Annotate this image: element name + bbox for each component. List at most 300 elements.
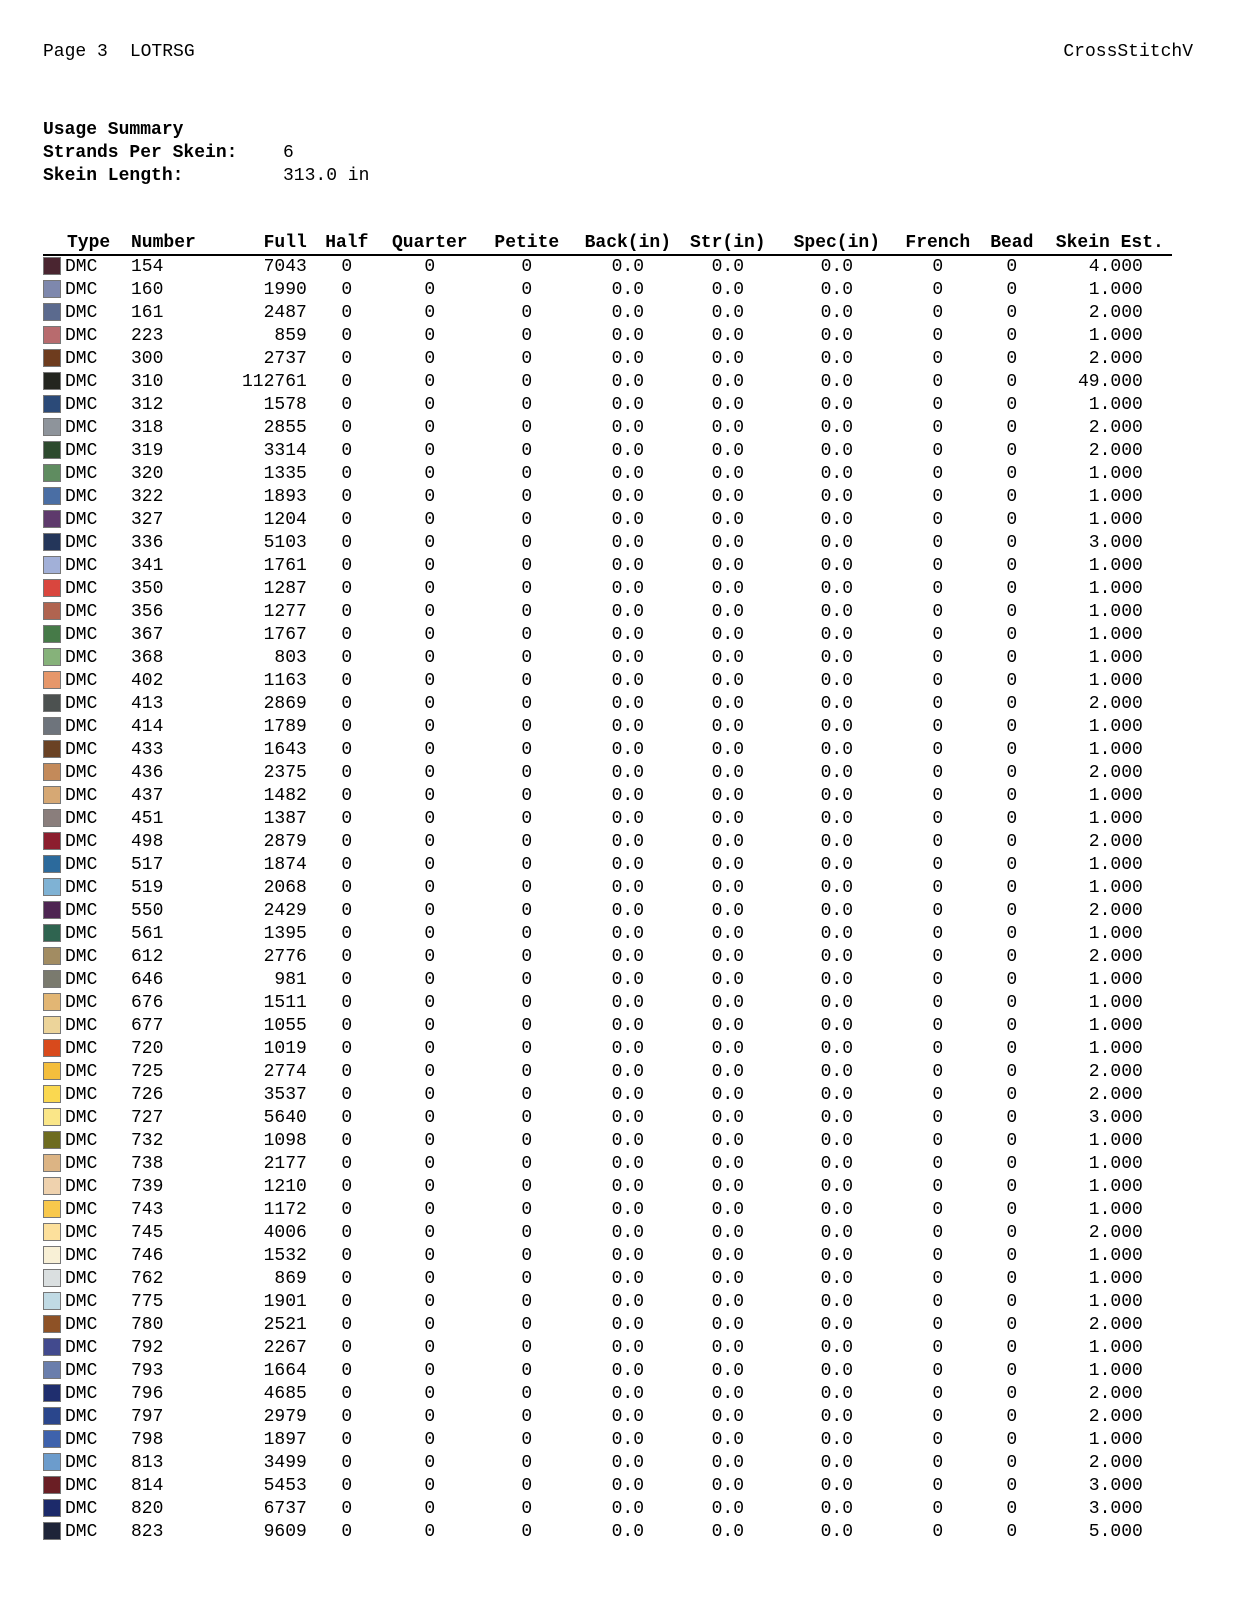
back-length: 0.0 — [611, 441, 645, 461]
str-length: 0.0 — [711, 809, 745, 829]
str-length: 0.0 — [711, 303, 745, 323]
spec-length: 0.0 — [820, 1407, 854, 1427]
header-str: Str(in) — [675, 232, 781, 255]
summary-title: Usage Summary — [43, 120, 184, 140]
swatch-cell — [43, 1061, 65, 1084]
table-row — [43, 601, 1172, 624]
bead-count: 0 — [1006, 1430, 1018, 1450]
full-count: 1990 — [263, 280, 307, 300]
back-length: 0.0 — [611, 1453, 645, 1473]
french-count: 0 — [932, 510, 944, 530]
spec-length: 0.0 — [820, 671, 854, 691]
header-back: Back(in) — [581, 232, 675, 255]
quarter-count: 0 — [424, 809, 436, 829]
table-row — [43, 532, 1172, 555]
half-count: 0 — [341, 579, 353, 599]
table-row — [43, 1498, 1172, 1521]
french-count: 0 — [932, 740, 944, 760]
spec-length: 0.0 — [820, 579, 854, 599]
thread-type: DMC — [65, 510, 98, 530]
table-row — [43, 808, 1172, 831]
color-swatch — [43, 1315, 61, 1333]
back-length: 0.0 — [611, 878, 645, 898]
str-length: 0.0 — [711, 556, 745, 576]
back-length: 0.0 — [611, 464, 645, 484]
petite-count: 0 — [521, 280, 533, 300]
table-row — [43, 1475, 1172, 1498]
swatch-cell — [43, 1383, 65, 1406]
str-length: 0.0 — [711, 349, 745, 369]
full-count: 869 — [274, 1269, 307, 1289]
skein-estimate: 2.000 — [1088, 349, 1143, 369]
swatch-cell — [43, 578, 65, 601]
app-name: CrossStitchV — [1063, 42, 1193, 62]
color-swatch — [43, 1200, 61, 1218]
back-length: 0.0 — [611, 717, 645, 737]
str-length: 0.0 — [711, 1269, 745, 1289]
back-length: 0.0 — [611, 947, 645, 967]
bead-count: 0 — [1006, 1453, 1018, 1473]
str-length: 0.0 — [711, 257, 745, 277]
french-count: 0 — [932, 464, 944, 484]
back-length: 0.0 — [611, 1269, 645, 1289]
full-count: 2521 — [263, 1315, 307, 1335]
french-count: 0 — [932, 1223, 944, 1243]
swatch-cell — [43, 279, 65, 302]
skein-estimate: 1.000 — [1088, 464, 1143, 484]
color-swatch — [43, 579, 61, 597]
thread-number: 720 — [131, 1039, 164, 1059]
french-count: 0 — [932, 303, 944, 323]
thread-number: 433 — [131, 740, 164, 760]
petite-count: 0 — [521, 1177, 533, 1197]
usage-table — [43, 232, 1172, 1544]
skein-estimate: 2.000 — [1088, 1315, 1143, 1335]
str-length: 0.0 — [711, 533, 745, 553]
skein-estimate: 1.000 — [1088, 1292, 1143, 1312]
thread-type: DMC — [65, 487, 98, 507]
thread-number: 402 — [131, 671, 164, 691]
thread-type: DMC — [65, 349, 98, 369]
petite-count: 0 — [521, 947, 533, 967]
spec-length: 0.0 — [820, 602, 854, 622]
table-row — [43, 693, 1172, 716]
bead-count: 0 — [1006, 901, 1018, 921]
back-length: 0.0 — [611, 855, 645, 875]
thread-type: DMC — [65, 1269, 98, 1289]
spec-length: 0.0 — [820, 1177, 854, 1197]
str-length: 0.0 — [711, 1407, 745, 1427]
french-count: 0 — [932, 395, 944, 415]
half-count: 0 — [341, 1476, 353, 1496]
full-count: 2267 — [263, 1338, 307, 1358]
full-count: 1395 — [263, 924, 307, 944]
thread-number: 160 — [131, 280, 164, 300]
thread-number: 318 — [131, 418, 164, 438]
quarter-count: 0 — [424, 1246, 436, 1266]
thread-type: DMC — [65, 1522, 98, 1542]
full-count: 3314 — [263, 441, 307, 461]
back-length: 0.0 — [611, 1016, 645, 1036]
bead-count: 0 — [1006, 303, 1018, 323]
table-row — [43, 1383, 1172, 1406]
quarter-count: 0 — [424, 878, 436, 898]
thread-type: DMC — [65, 372, 98, 392]
petite-count: 0 — [521, 1338, 533, 1358]
thread-number: 550 — [131, 901, 164, 921]
skein-estimate: 1.000 — [1088, 625, 1143, 645]
swatch-cell — [43, 1153, 65, 1176]
bead-count: 0 — [1006, 464, 1018, 484]
thread-number: 498 — [131, 832, 164, 852]
half-count: 0 — [341, 1085, 353, 1105]
table-row — [43, 900, 1172, 923]
thread-type: DMC — [65, 1315, 98, 1335]
thread-type: DMC — [65, 625, 98, 645]
bead-count: 0 — [1006, 855, 1018, 875]
thread-number: 612 — [131, 947, 164, 967]
str-length: 0.0 — [711, 1039, 745, 1059]
strands-value: 6 — [283, 143, 294, 163]
page-header-left — [43, 42, 195, 62]
skein-estimate: 2.000 — [1088, 694, 1143, 714]
petite-count: 0 — [521, 648, 533, 668]
bead-count: 0 — [1006, 1499, 1018, 1519]
thread-number: 161 — [131, 303, 164, 323]
half-count: 0 — [341, 1246, 353, 1266]
table-row — [43, 1176, 1172, 1199]
skein-estimate: 1.000 — [1088, 1016, 1143, 1036]
half-count: 0 — [341, 1430, 353, 1450]
back-length: 0.0 — [611, 579, 645, 599]
full-count: 1287 — [263, 579, 307, 599]
thread-number: 451 — [131, 809, 164, 829]
thread-type: DMC — [65, 1177, 98, 1197]
bead-count: 0 — [1006, 1269, 1018, 1289]
half-count: 0 — [341, 372, 353, 392]
half-count: 0 — [341, 648, 353, 668]
french-count: 0 — [932, 1384, 944, 1404]
petite-count: 0 — [521, 1246, 533, 1266]
skein-estimate: 49.000 — [1078, 372, 1143, 392]
quarter-count: 0 — [424, 832, 436, 852]
spec-length: 0.0 — [820, 1269, 854, 1289]
thread-number: 312 — [131, 395, 164, 415]
half-count: 0 — [341, 349, 353, 369]
skein-estimate: 1.000 — [1088, 579, 1143, 599]
bead-count: 0 — [1006, 1338, 1018, 1358]
quarter-count: 0 — [424, 579, 436, 599]
half-count: 0 — [341, 1154, 353, 1174]
full-count: 981 — [274, 970, 307, 990]
bead-count: 0 — [1006, 1522, 1018, 1542]
spec-length: 0.0 — [820, 993, 854, 1013]
skein-estimate: 1.000 — [1088, 671, 1143, 691]
thread-number: 796 — [131, 1384, 164, 1404]
quarter-count: 0 — [424, 1269, 436, 1289]
bead-count: 0 — [1006, 257, 1018, 277]
header-type: Type — [67, 233, 111, 253]
petite-count: 0 — [521, 1476, 533, 1496]
table-row — [43, 670, 1172, 693]
str-length: 0.0 — [711, 947, 745, 967]
spec-length: 0.0 — [820, 1085, 854, 1105]
full-count: 1277 — [263, 602, 307, 622]
half-count: 0 — [341, 1200, 353, 1220]
quarter-count: 0 — [424, 648, 436, 668]
petite-count: 0 — [521, 763, 533, 783]
bead-count: 0 — [1006, 1384, 1018, 1404]
swatch-cell — [43, 394, 65, 417]
str-length: 0.0 — [711, 970, 745, 990]
thread-number: 677 — [131, 1016, 164, 1036]
quarter-count: 0 — [424, 901, 436, 921]
swatch-cell — [43, 831, 65, 854]
swatch-cell — [43, 486, 65, 509]
french-count: 0 — [932, 717, 944, 737]
full-count: 1874 — [263, 855, 307, 875]
table-row — [43, 1337, 1172, 1360]
skein-estimate: 1.000 — [1088, 510, 1143, 530]
swatch-cell — [43, 348, 65, 371]
spec-length: 0.0 — [820, 464, 854, 484]
color-swatch — [43, 372, 61, 390]
half-count: 0 — [341, 763, 353, 783]
back-length: 0.0 — [611, 395, 645, 415]
full-count: 1901 — [263, 1292, 307, 1312]
quarter-count: 0 — [424, 1016, 436, 1036]
str-length: 0.0 — [711, 1361, 745, 1381]
half-count: 0 — [341, 993, 353, 1013]
bead-count: 0 — [1006, 1315, 1018, 1335]
table-row — [43, 1153, 1172, 1176]
petite-count: 0 — [521, 1292, 533, 1312]
spec-length: 0.0 — [820, 625, 854, 645]
table-row — [43, 1314, 1172, 1337]
spec-length: 0.0 — [820, 418, 854, 438]
french-count: 0 — [932, 1430, 944, 1450]
french-count: 0 — [932, 1292, 944, 1312]
bead-count: 0 — [1006, 763, 1018, 783]
petite-count: 0 — [521, 326, 533, 346]
petite-count: 0 — [521, 1200, 533, 1220]
full-count: 6737 — [263, 1499, 307, 1519]
thread-type: DMC — [65, 1407, 98, 1427]
full-count: 2487 — [263, 303, 307, 323]
thread-number: 823 — [131, 1522, 164, 1542]
french-count: 0 — [932, 1338, 944, 1358]
full-count: 5640 — [263, 1108, 307, 1128]
color-swatch — [43, 1039, 61, 1057]
back-length: 0.0 — [611, 832, 645, 852]
swatch-cell — [43, 302, 65, 325]
swatch-cell — [43, 1199, 65, 1222]
petite-count: 0 — [521, 1522, 533, 1542]
str-length: 0.0 — [711, 372, 745, 392]
full-count: 5453 — [263, 1476, 307, 1496]
color-swatch — [43, 1430, 61, 1448]
skein-estimate: 1.000 — [1088, 326, 1143, 346]
back-length: 0.0 — [611, 487, 645, 507]
quarter-count: 0 — [424, 1039, 436, 1059]
spec-length: 0.0 — [820, 1315, 854, 1335]
french-count: 0 — [932, 1522, 944, 1542]
thread-type: DMC — [65, 1108, 98, 1128]
skein-estimate: 3.000 — [1088, 1499, 1143, 1519]
table-row — [43, 624, 1172, 647]
quarter-count: 0 — [424, 602, 436, 622]
header-french: French — [893, 232, 983, 255]
str-length: 0.0 — [711, 579, 745, 599]
french-count: 0 — [932, 533, 944, 553]
petite-count: 0 — [521, 924, 533, 944]
quarter-count: 0 — [424, 1131, 436, 1151]
str-length: 0.0 — [711, 648, 745, 668]
str-length: 0.0 — [711, 993, 745, 1013]
color-swatch — [43, 1522, 61, 1540]
back-length: 0.0 — [611, 1476, 645, 1496]
thread-type: DMC — [65, 1154, 98, 1174]
color-swatch — [43, 832, 61, 850]
half-count: 0 — [341, 280, 353, 300]
half-count: 0 — [341, 1361, 353, 1381]
table-row — [43, 1406, 1172, 1429]
full-count: 1767 — [263, 625, 307, 645]
half-count: 0 — [341, 832, 353, 852]
back-length: 0.0 — [611, 280, 645, 300]
half-count: 0 — [341, 924, 353, 944]
bead-count: 0 — [1006, 625, 1018, 645]
half-count: 0 — [341, 556, 353, 576]
skein-estimate: 1.000 — [1088, 1246, 1143, 1266]
str-length: 0.0 — [711, 694, 745, 714]
half-count: 0 — [341, 533, 353, 553]
skein-estimate: 1.000 — [1088, 1269, 1143, 1289]
header-petite: Petite — [473, 232, 581, 255]
swatch-cell — [43, 1107, 65, 1130]
thread-number: 336 — [131, 533, 164, 553]
full-count: 859 — [274, 326, 307, 346]
petite-count: 0 — [521, 1269, 533, 1289]
quarter-count: 0 — [424, 556, 436, 576]
skein-estimate: 1.000 — [1088, 924, 1143, 944]
back-length: 0.0 — [611, 533, 645, 553]
strands-label: Strands Per Skein: — [43, 143, 238, 163]
petite-count: 0 — [521, 487, 533, 507]
half-count: 0 — [341, 395, 353, 415]
spec-length: 0.0 — [820, 510, 854, 530]
spec-length: 0.0 — [820, 786, 854, 806]
skein-estimate: 1.000 — [1088, 1131, 1143, 1151]
thread-type: DMC — [65, 1223, 98, 1243]
table-row — [43, 463, 1172, 486]
thread-number: 561 — [131, 924, 164, 944]
french-count: 0 — [932, 970, 944, 990]
french-count: 0 — [932, 257, 944, 277]
color-swatch — [43, 694, 61, 712]
swatch-cell — [43, 1084, 65, 1107]
swatch-cell — [43, 693, 65, 716]
thread-type: DMC — [65, 418, 98, 438]
petite-count: 0 — [521, 464, 533, 484]
thread-type: DMC — [65, 740, 98, 760]
swatch-cell — [43, 854, 65, 877]
french-count: 0 — [932, 993, 944, 1013]
petite-count: 0 — [521, 625, 533, 645]
table-row — [43, 739, 1172, 762]
spec-length: 0.0 — [820, 372, 854, 392]
french-count: 0 — [932, 763, 944, 783]
skein-estimate: 1.000 — [1088, 740, 1143, 760]
header-swatch — [43, 232, 65, 255]
back-length: 0.0 — [611, 372, 645, 392]
bead-count: 0 — [1006, 1154, 1018, 1174]
swatch-cell — [43, 992, 65, 1015]
table-row — [43, 854, 1172, 877]
str-length: 0.0 — [711, 1085, 745, 1105]
half-count: 0 — [341, 464, 353, 484]
quarter-count: 0 — [424, 1200, 436, 1220]
french-count: 0 — [932, 1246, 944, 1266]
full-count: 9609 — [263, 1522, 307, 1542]
swatch-cell — [43, 325, 65, 348]
thread-number: 646 — [131, 970, 164, 990]
thread-type: DMC — [65, 280, 98, 300]
half-count: 0 — [341, 740, 353, 760]
header-bead: Bead — [983, 232, 1041, 255]
quarter-count: 0 — [424, 1338, 436, 1358]
half-count: 0 — [341, 1407, 353, 1427]
str-length: 0.0 — [711, 786, 745, 806]
color-swatch — [43, 1361, 61, 1379]
half-count: 0 — [341, 901, 353, 921]
thread-number: 780 — [131, 1315, 164, 1335]
quarter-count: 0 — [424, 1476, 436, 1496]
swatch-cell — [43, 716, 65, 739]
table-header-row — [43, 232, 1172, 255]
half-count: 0 — [341, 1131, 353, 1151]
full-count: 1482 — [263, 786, 307, 806]
bead-count: 0 — [1006, 510, 1018, 530]
color-swatch — [43, 1453, 61, 1471]
thread-number: 797 — [131, 1407, 164, 1427]
thread-type: DMC — [65, 855, 98, 875]
color-swatch — [43, 464, 61, 482]
str-length: 0.0 — [711, 832, 745, 852]
thread-type: DMC — [65, 326, 98, 346]
color-swatch — [43, 1177, 61, 1195]
table-row — [43, 417, 1172, 440]
thread-type: DMC — [65, 786, 98, 806]
str-length: 0.0 — [711, 717, 745, 737]
skein-estimate: 1.000 — [1088, 648, 1143, 668]
color-swatch — [43, 809, 61, 827]
thread-type: DMC — [65, 1062, 98, 1082]
quarter-count: 0 — [424, 1407, 436, 1427]
spec-length: 0.0 — [820, 947, 854, 967]
quarter-count: 0 — [424, 1430, 436, 1450]
spec-length: 0.0 — [820, 556, 854, 576]
skein-length-label: Skein Length: — [43, 166, 184, 186]
str-length: 0.0 — [711, 280, 745, 300]
bead-count: 0 — [1006, 1177, 1018, 1197]
thread-type: DMC — [65, 1246, 98, 1266]
table-row — [43, 1084, 1172, 1107]
quarter-count: 0 — [424, 1177, 436, 1197]
swatch-cell — [43, 1337, 65, 1360]
petite-count: 0 — [521, 1407, 533, 1427]
spec-length: 0.0 — [820, 303, 854, 323]
